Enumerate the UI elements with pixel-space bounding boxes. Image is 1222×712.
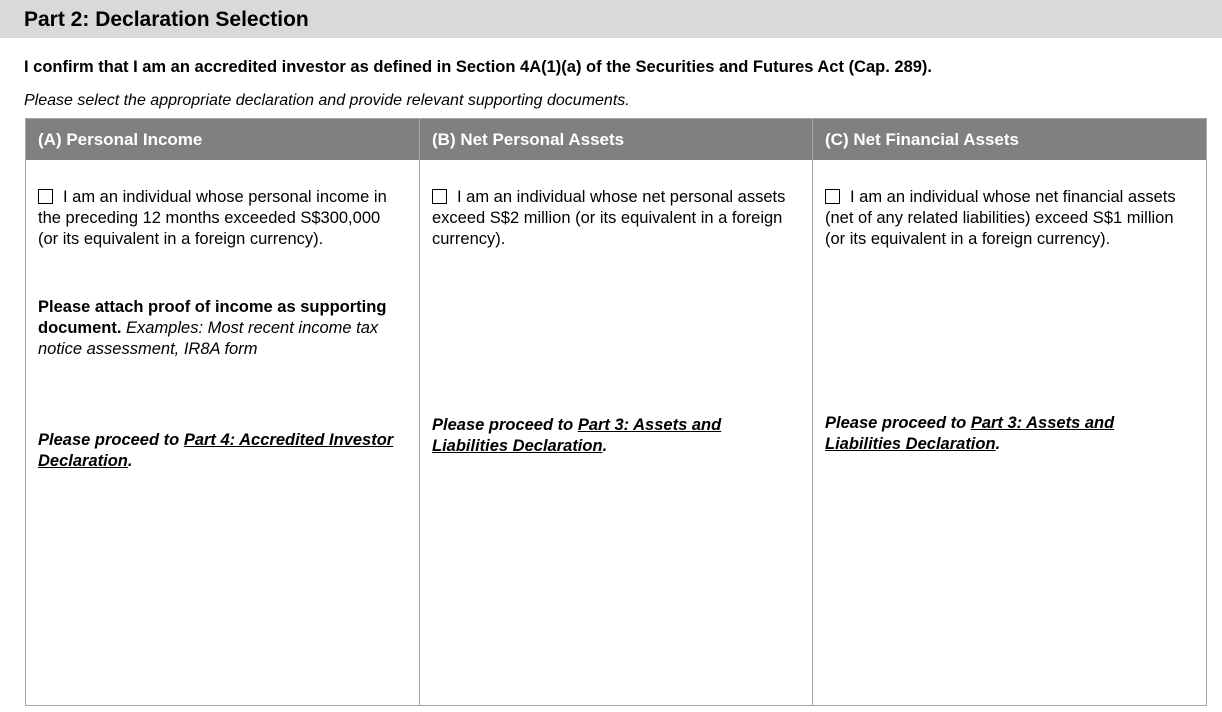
declaration-option bbox=[38, 187, 399, 250]
part3-link[interactable]: Part 3: Assets and Liabilities Declaration bbox=[825, 414, 1115, 453]
column-personal-income bbox=[26, 119, 419, 705]
column-header: (A) Personal Income bbox=[26, 119, 419, 160]
part-title: Part 2: Declaration Selection bbox=[24, 8, 309, 31]
proceed-prefix: Please proceed to bbox=[38, 431, 184, 449]
proceed-suffix: . bbox=[995, 435, 1001, 453]
instruction-text: Please select the appropriate declaration and provide relevant supporting documents. bbox=[24, 92, 630, 109]
part4-link[interactable]: Part 4: Accredited Investor Declaration bbox=[38, 431, 394, 470]
confirmation-statement: I confirm that I am an accredited investor as defined in Section 4A(1)(a) of the Securities and Futures Act (Cap. 289). bbox=[24, 58, 933, 76]
declaration-statement: I am an individual whose net financial assets (net of any related liabilities) exceed S$1 million (or its equivalent in a foreign currency). bbox=[825, 188, 1176, 248]
column-header: (C) Net Financial Assets bbox=[813, 119, 1206, 160]
part-header bbox=[0, 0, 1222, 38]
proceed-note bbox=[825, 413, 1186, 455]
declaration-option bbox=[432, 187, 792, 250]
net-personal-assets-checkbox[interactable] bbox=[432, 189, 447, 204]
proceed-prefix: Please proceed to bbox=[432, 416, 578, 434]
attach-examples: Examples: Most recent income tax notice assessment, IR8A form bbox=[38, 319, 379, 358]
attach-instruction: Please attach proof of income as supporting document. bbox=[38, 298, 387, 337]
column-header: (B) Net Personal Assets bbox=[420, 119, 812, 160]
proceed-note bbox=[432, 415, 792, 457]
declaration-table bbox=[25, 118, 1207, 706]
column-net-personal-assets bbox=[419, 119, 812, 705]
net-financial-assets-checkbox[interactable] bbox=[825, 189, 840, 204]
supporting-document-note bbox=[38, 297, 399, 360]
proceed-suffix: . bbox=[127, 452, 133, 470]
declaration-option bbox=[825, 187, 1186, 250]
part3-link[interactable]: Part 3: Assets and Liabilities Declaration bbox=[432, 416, 722, 455]
proceed-suffix: . bbox=[602, 437, 608, 455]
personal-income-checkbox[interactable] bbox=[38, 189, 53, 204]
declaration-statement: I am an individual whose personal income in the preceding 12 months exceeded S$300,000 (or its equivalent in a foreign currency). bbox=[38, 188, 387, 248]
column-net-financial-assets bbox=[812, 119, 1206, 705]
proceed-prefix: Please proceed to bbox=[825, 414, 971, 432]
proceed-note bbox=[38, 430, 399, 472]
declaration-statement: I am an individual whose net personal assets exceed S$2 million (or its equivalent in a foreign currency). bbox=[432, 188, 786, 248]
